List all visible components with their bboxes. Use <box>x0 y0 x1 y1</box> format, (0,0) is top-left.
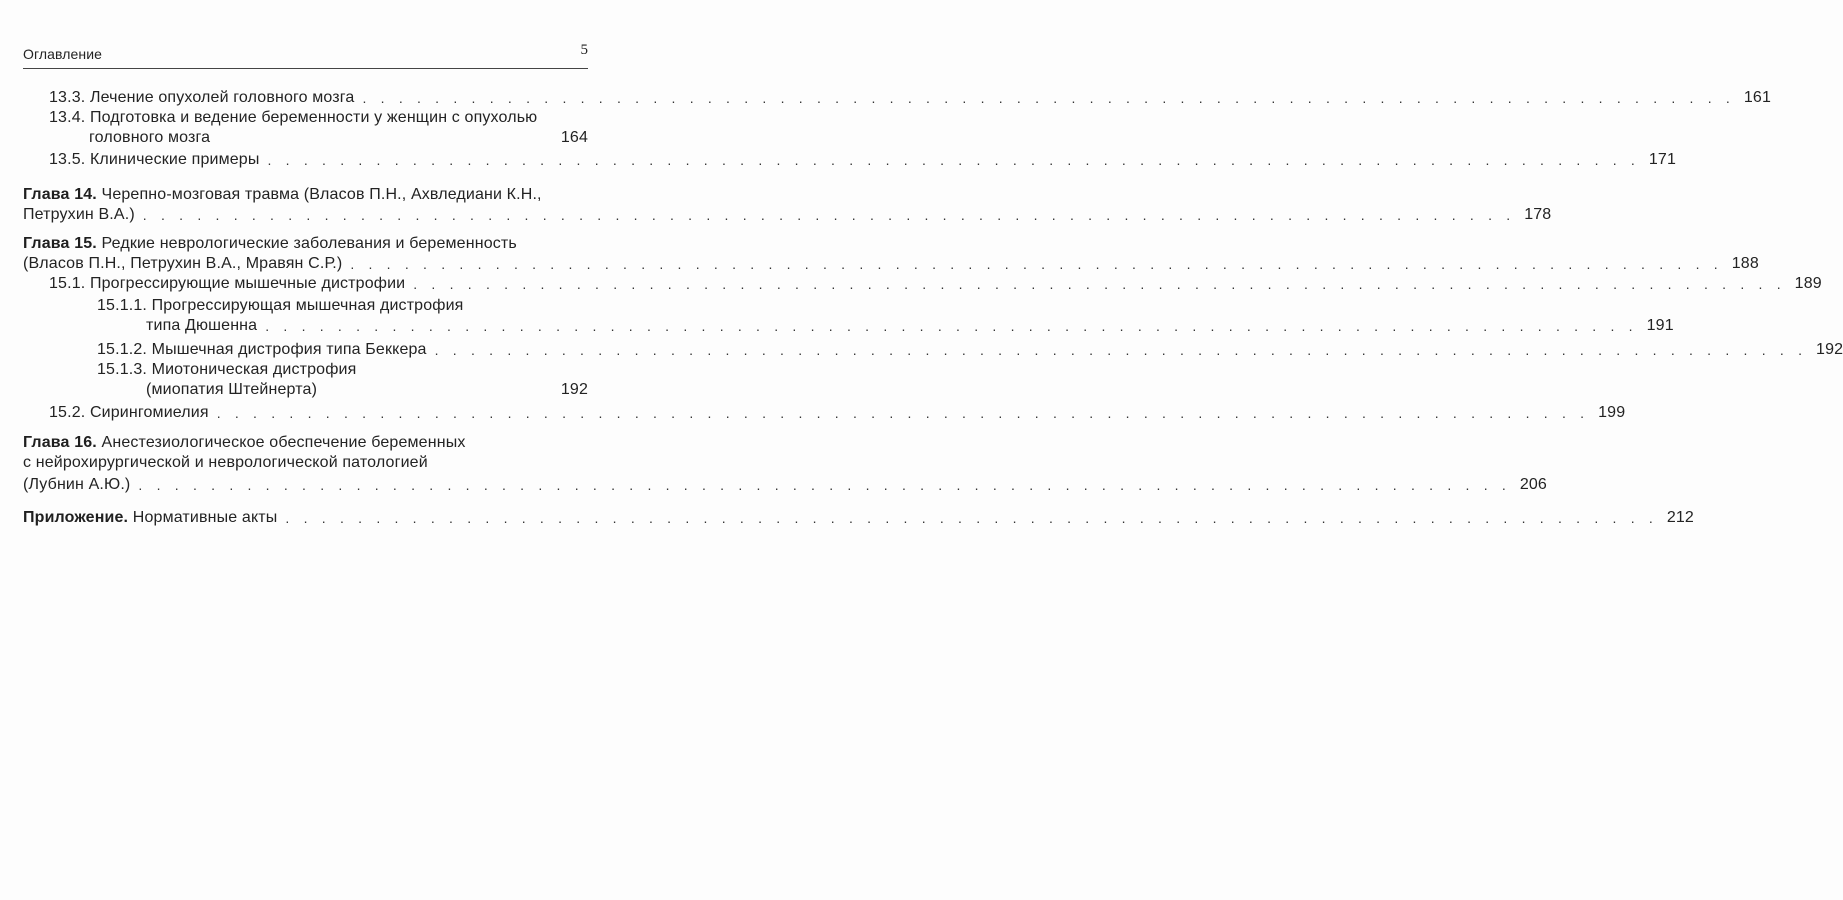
toc-entry-15-1-2[interactable] <box>97 340 1843 360</box>
toc-entry-13-3[interactable] <box>49 88 1772 108</box>
entry-page: 192 <box>1816 341 1843 358</box>
entry-title-cont: типа Дюшенна <box>146 317 258 334</box>
chapter-title: Редкие неврологические заболевания и беременность <box>101 235 517 252</box>
toc-entry-13-5[interactable] <box>49 150 1677 170</box>
chapter-title-cont: Петрухин В.А.) <box>23 206 135 223</box>
chapter-label: Глава 15. <box>23 235 97 252</box>
toc-entry-13-4[interactable] <box>89 128 588 148</box>
chapter-title: Анестезиологическое обеспечение беременных <box>101 434 466 451</box>
entry-page: 191 <box>1646 317 1674 334</box>
dot-leader: . . . . . . . . . . . . . . . . . . . . . . . . . . . . . . . . . . . . . . . . . . . . . . . . . . . . . . . . . . . . . . . . . . . . . . . . . . . . <box>434 342 1808 358</box>
entry-page: 206 <box>1519 476 1547 493</box>
toc-appendix[interactable] <box>23 508 1694 528</box>
toc-chapter-16[interactable] <box>23 475 1547 495</box>
toc-entry-15-1-1[interactable] <box>146 316 1674 336</box>
chapter-title-cont: (Власов П.Н., Петрухин В.А., Мравян С.Р.) <box>23 255 343 272</box>
dot-leader: . . . . . . . . . . . . . . . . . . . . . . . . . . . . . . . . . . . . . . . . . . . . . . . . . . . . . . . . . . . . . . . . . . . . . . . . . . . . <box>265 318 1638 334</box>
toc-chapter-14[interactable] <box>23 205 1552 225</box>
entry-title: Мышечная дистрофия типа Беккера <box>151 341 427 358</box>
entry-title-cont: (миопатия Штейнерта) <box>146 381 318 398</box>
entry-title: Прогрессирующие мышечные дистрофии <box>89 275 406 292</box>
toc-entry-13-4-line1[interactable] <box>49 108 537 128</box>
entry-page: 199 <box>1598 404 1626 421</box>
entry-number: 13.3. <box>49 89 86 106</box>
dot-leader: . . . . . . . . . . . . . . . . . . . . . . . . . . . . . . . . . . . . . . . . . . . . . . . . . . . . . . . . . . . . . . . . . . . . . . . . . . . . <box>138 477 1511 493</box>
page-number: 5 <box>580 42 588 58</box>
entry-number: 13.4. <box>49 109 86 126</box>
dot-leader: . . . . . . . . . . . . . . . . . . . . . . . . . . . . . . . . . . . . . . . . . . . . . . . . . . . . . . . . . . . . . . . . . . . . . . . . . . . . <box>362 90 1736 106</box>
dot-leader: . . . . . . . . . . . . . . . . . . . . . . . . . . . . . . . . . . . . . . . . . . . . . . . . . . . . . . . . . . . . . . . . . . . . . . . . . . . . <box>216 405 1590 421</box>
header-rule <box>23 68 588 69</box>
entry-number: 15.1.3. <box>97 361 147 378</box>
chapter-title-cont: с нейрохирургической и неврологической патологией <box>23 454 428 471</box>
appendix-title: Нормативные акты <box>132 509 278 526</box>
entry-number: 15.1.1. <box>97 297 147 314</box>
dot-leader: . . . . . . . . . . . . . . . . . . . . . . . . . . . . . . . . . . . . . . . . . . . . . . . . . . . . . . . . . . . . . . . . . . . . . . . . . . . . <box>142 207 1516 223</box>
toc-entry-15-1-3[interactable] <box>146 380 588 400</box>
dot-leader: . . . . . . . . . . . . . . . . . . . . . . . . . . . . . . . . . . . . . . . . . . . . . . . . . . . . . . . . . . . . . . . . . . . . . . . . . . . . <box>413 276 1786 292</box>
entry-number: 13.5. <box>49 151 86 168</box>
toc-chapter-14-line1[interactable] <box>23 185 542 205</box>
entry-title: Миотоническая дистрофия <box>151 361 357 378</box>
toc-chapter-15-line1[interactable] <box>23 234 517 254</box>
chapter-title: Черепно-мозговая травма (Власов П.Н., Ахвледиани К.Н., <box>101 186 542 203</box>
toc-entry-15-2[interactable] <box>49 403 1626 423</box>
entry-page: 192 <box>560 381 588 398</box>
toc-chapter-16-line2[interactable] <box>23 453 428 473</box>
entry-page: 171 <box>1648 151 1677 168</box>
chapter-label: Глава 16. <box>23 434 97 451</box>
chapter-label: Глава 14. <box>23 186 97 203</box>
entry-title-cont: головного мозга <box>89 129 211 146</box>
entry-number: 15.2. <box>49 404 86 421</box>
toc-entry-15-1[interactable] <box>49 274 1822 294</box>
toc-chapter-16-line1[interactable] <box>23 433 466 453</box>
chapter-title-cont: (Лубнин А.Ю.) <box>23 476 131 493</box>
toc-entry-15-1-1-line1[interactable] <box>97 296 464 316</box>
entry-title: Подготовка и ведение беременности у женщин с опухолью <box>89 109 538 126</box>
entry-number: 15.1. <box>49 275 86 292</box>
entry-page: 212 <box>1666 509 1694 526</box>
toc-chapter-15[interactable] <box>23 254 1759 274</box>
running-head-title: Оглавление <box>23 46 103 62</box>
dot-leader: . . . . . . . . . . . . . . . . . . . . . . . . . . . . . . . . . . . . . . . . . . . . . . . . . . . . . . . . . . . . . . . . . . . . . . . . . . . . <box>350 256 1723 272</box>
dot-leader: . . . . . . . . . . . . . . . . . . . . . . . . . . . . . . . . . . . . . . . . . . . . . . . . . . . . . . . . . . . . . . . . . . . . . . . . . . . . <box>267 152 1641 168</box>
entry-page: 188 <box>1731 255 1759 272</box>
entry-page: 164 <box>560 129 588 146</box>
entry-page: 161 <box>1743 89 1772 106</box>
entry-page: 178 <box>1524 206 1552 223</box>
entry-title: Клинические примеры <box>89 151 260 168</box>
entry-title: Сирингомиелия <box>89 404 209 421</box>
toc-entry-15-1-3-line1[interactable] <box>97 360 356 380</box>
entry-number: 15.1.2. <box>97 341 147 358</box>
dot-leader: . . . . . . . . . . . . . . . . . . . . . . . . . . . . . . . . . . . . . . . . . . . . . . . . . . . . . . . . . . . . . . . . . . . . . . . . . . . . <box>285 510 1658 526</box>
entry-title: Прогрессирующая мышечная дистрофия <box>151 297 464 314</box>
entry-title: Лечение опухолей головного мозга <box>89 89 355 106</box>
entry-page: 189 <box>1794 275 1822 292</box>
appendix-label: Приложение. <box>23 509 129 526</box>
